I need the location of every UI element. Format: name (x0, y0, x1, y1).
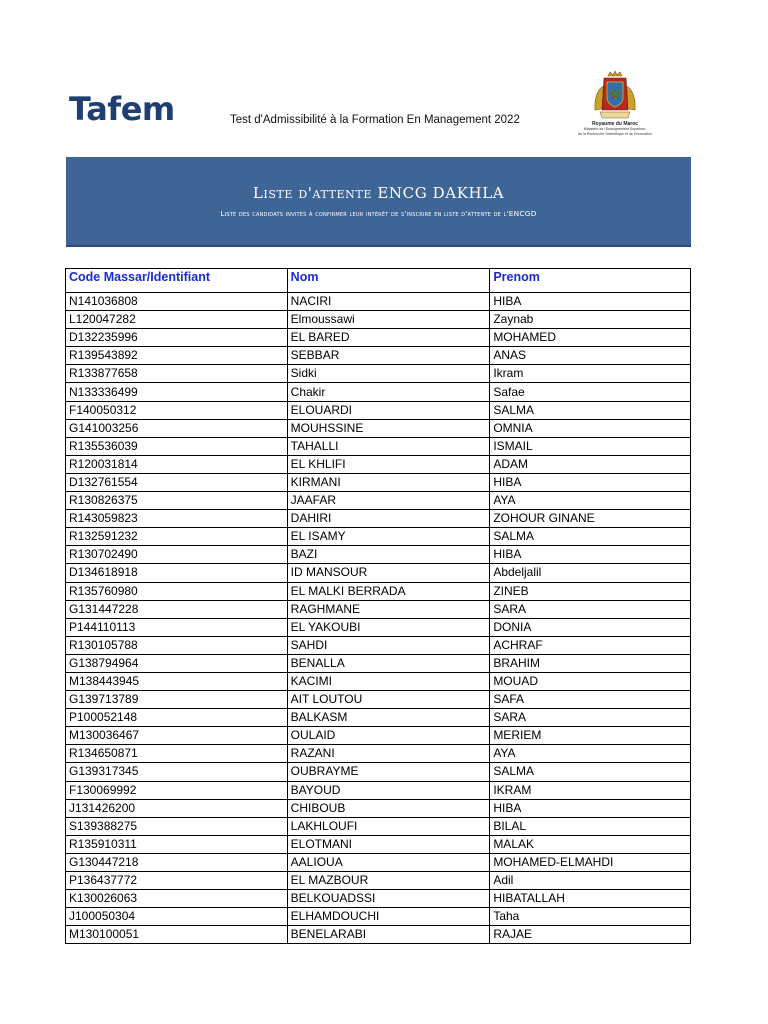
cell-prenom: BRAHIM (490, 654, 691, 672)
cell-prenom: ACHRAF (490, 636, 691, 654)
cell-nom: EL MAZBOUR (287, 872, 490, 890)
table-row (66, 419, 691, 437)
cell-nom: ELOTMANI (287, 835, 490, 853)
tafem-logo: Tafem (69, 90, 175, 128)
cell-code-massar: M130100051 (66, 926, 288, 944)
table-row (66, 745, 691, 763)
cell-code-massar: R135910311 (66, 835, 288, 853)
column-header-nom: Nom (287, 269, 490, 293)
table-header-row (66, 269, 691, 293)
table-row (66, 383, 691, 401)
table-row (66, 311, 691, 329)
cell-nom: OUBRAYME (287, 763, 490, 781)
cell-prenom: Ikram (490, 365, 691, 383)
table-row (66, 853, 691, 871)
cell-code-massar: D132761554 (66, 473, 288, 491)
cell-prenom: SARA (490, 600, 691, 618)
cell-nom: KIRMANI (287, 473, 490, 491)
table-row (66, 347, 691, 365)
table-row (66, 727, 691, 745)
moroccan-coat-of-arms-icon (592, 70, 638, 120)
cell-prenom: ADAM (490, 455, 691, 473)
document-subtitle: Test d'Admissibilité à la Formation En Management 2022 (230, 114, 520, 126)
cell-prenom: SALMA (490, 401, 691, 419)
table-row (66, 600, 691, 618)
table-row (66, 691, 691, 709)
table-row (66, 582, 691, 600)
cell-prenom: HIBA (490, 546, 691, 564)
cell-nom: RAZANI (287, 745, 490, 763)
emblem-ministry-line-1: Ministère de l'Enseignement Supérieur, (583, 127, 647, 131)
cell-prenom: SALMA (490, 763, 691, 781)
cell-code-massar: L120047282 (66, 311, 288, 329)
cell-prenom: Abdeljalil (490, 564, 691, 582)
cell-prenom: DONIA (490, 618, 691, 636)
cell-nom: BAYOUD (287, 781, 490, 799)
table-row (66, 672, 691, 690)
table-row (66, 817, 691, 835)
table-row (66, 329, 691, 347)
cell-nom: EL ISAMY (287, 528, 490, 546)
cell-code-massar: M138443945 (66, 672, 288, 690)
cell-code-massar: J131426200 (66, 799, 288, 817)
cell-nom: EL YAKOUBI (287, 618, 490, 636)
cell-nom: Sidki (287, 365, 490, 383)
cell-code-massar: M130036467 (66, 727, 288, 745)
cell-code-massar: F140050312 (66, 401, 288, 419)
cell-code-massar: N141036808 (66, 293, 288, 311)
table-row (66, 546, 691, 564)
title-banner (66, 157, 691, 247)
table-row (66, 872, 691, 890)
cell-prenom: Safae (490, 383, 691, 401)
ministry-emblem (560, 70, 670, 156)
cell-prenom: MOHAMED (490, 329, 691, 347)
cell-code-massar: R135760980 (66, 582, 288, 600)
cell-code-massar: J100050304 (66, 908, 288, 926)
cell-nom: CHIBOUB (287, 799, 490, 817)
cell-nom: ELOUARDI (287, 401, 490, 419)
cell-prenom: HIBA (490, 293, 691, 311)
cell-nom: RAGHMANE (287, 600, 490, 618)
cell-nom: ID MANSOUR (287, 564, 490, 582)
table-row (66, 437, 691, 455)
cell-prenom: ANAS (490, 347, 691, 365)
table-row (66, 401, 691, 419)
cell-prenom: HIBATALLAH (490, 890, 691, 908)
cell-code-massar: G141003256 (66, 419, 288, 437)
cell-prenom: Adil (490, 872, 691, 890)
cell-prenom: BILAL (490, 817, 691, 835)
cell-prenom: MERIEM (490, 727, 691, 745)
waiting-list-table (65, 268, 691, 944)
cell-code-massar: R134650871 (66, 745, 288, 763)
emblem-kingdom-label: Royaume du Maroc (591, 121, 639, 127)
cell-nom: BENALLA (287, 654, 490, 672)
cell-code-massar: G139317345 (66, 763, 288, 781)
banner-title: Liste d'attente ENCG DAKHLA (252, 184, 505, 202)
table-row (66, 510, 691, 528)
cell-prenom: ISMAIL (490, 437, 691, 455)
cell-code-massar: R143059823 (66, 510, 288, 528)
cell-nom: JAAFAR (287, 492, 490, 510)
table-row (66, 492, 691, 510)
cell-prenom: MOHAMED-ELMAHDI (490, 853, 691, 871)
cell-prenom: HIBA (490, 799, 691, 817)
table-row (66, 564, 691, 582)
cell-prenom: ZINEB (490, 582, 691, 600)
cell-prenom: ZOHOUR GINANE (490, 510, 691, 528)
cell-prenom: OMNIA (490, 419, 691, 437)
cell-prenom: SARA (490, 709, 691, 727)
cell-nom: BELKOUADSSI (287, 890, 490, 908)
cell-code-massar: P136437772 (66, 872, 288, 890)
column-header-code: Code Massar/Identifiant (66, 269, 288, 293)
cell-prenom: MOUAD (490, 672, 691, 690)
cell-prenom: AYA (490, 492, 691, 510)
cell-nom: MOUHSSINE (287, 419, 490, 437)
column-header-prenom: Prenom (490, 269, 691, 293)
cell-nom: SAHDI (287, 636, 490, 654)
cell-prenom: Taha (490, 908, 691, 926)
cell-nom: EL BARED (287, 329, 490, 347)
cell-nom: AIT LOUTOU (287, 691, 490, 709)
table-row (66, 709, 691, 727)
cell-code-massar: R139543892 (66, 347, 288, 365)
table-row (66, 528, 691, 546)
cell-code-massar: R130826375 (66, 492, 288, 510)
cell-nom: SEBBAR (287, 347, 490, 365)
table-row (66, 763, 691, 781)
cell-nom: DAHIRI (287, 510, 490, 528)
banner-description: Liste des candidats invités à confirmer leur intérêt de s'inscrire en liste d'attente de l'ENCGD (220, 209, 537, 218)
cell-code-massar: S139388275 (66, 817, 288, 835)
cell-code-massar: G138794964 (66, 654, 288, 672)
cell-code-massar: R130105788 (66, 636, 288, 654)
table-row (66, 908, 691, 926)
emblem-ministry-line-2: de la Recherche Scientifique et de l'Innovation (578, 132, 652, 136)
cell-nom: LAKHLOUFI (287, 817, 490, 835)
cell-prenom: HIBA (490, 473, 691, 491)
cell-nom: AALIOUA (287, 853, 490, 871)
table-row (66, 654, 691, 672)
table-row (66, 293, 691, 311)
cell-nom: BALKASM (287, 709, 490, 727)
cell-code-massar: N133336499 (66, 383, 288, 401)
table-row (66, 455, 691, 473)
cell-nom: KACIMI (287, 672, 490, 690)
cell-code-massar: G130447218 (66, 853, 288, 871)
cell-prenom: RAJAE (490, 926, 691, 944)
cell-code-massar: G131447228 (66, 600, 288, 618)
cell-nom: BENELARABI (287, 926, 490, 944)
cell-prenom: SAFA (490, 691, 691, 709)
cell-code-massar: K130026063 (66, 890, 288, 908)
cell-nom: Chakir (287, 383, 490, 401)
table-row (66, 890, 691, 908)
cell-nom: BAZI (287, 546, 490, 564)
cell-code-massar: R120031814 (66, 455, 288, 473)
table-row (66, 618, 691, 636)
table-row (66, 636, 691, 654)
cell-nom: TAHALLI (287, 437, 490, 455)
cell-code-massar: G139713789 (66, 691, 288, 709)
table-row (66, 799, 691, 817)
cell-code-massar: R130702490 (66, 546, 288, 564)
cell-code-massar: P100052148 (66, 709, 288, 727)
table-row (66, 365, 691, 383)
table-row (66, 835, 691, 853)
cell-code-massar: D134618918 (66, 564, 288, 582)
cell-nom: EL KHLIFI (287, 455, 490, 473)
cell-code-massar: F130069992 (66, 781, 288, 799)
cell-code-massar: D132235996 (66, 329, 288, 347)
cell-code-massar: R133877658 (66, 365, 288, 383)
cell-nom: ELHAMDOUCHI (287, 908, 490, 926)
cell-code-massar: P144110113 (66, 618, 288, 636)
table-row (66, 473, 691, 491)
cell-prenom: MALAK (490, 835, 691, 853)
cell-nom: NACIRI (287, 293, 490, 311)
cell-nom: EL MALKI BERRADA (287, 582, 490, 600)
table-row (66, 926, 691, 944)
cell-prenom: AYA (490, 745, 691, 763)
cell-code-massar: R132591232 (66, 528, 288, 546)
cell-code-massar: R135536039 (66, 437, 288, 455)
cell-prenom: IKRAM (490, 781, 691, 799)
cell-prenom: SALMA (490, 528, 691, 546)
cell-nom: OULAID (287, 727, 490, 745)
cell-nom: Elmoussawi (287, 311, 490, 329)
table-row (66, 781, 691, 799)
cell-prenom: Zaynab (490, 311, 691, 329)
